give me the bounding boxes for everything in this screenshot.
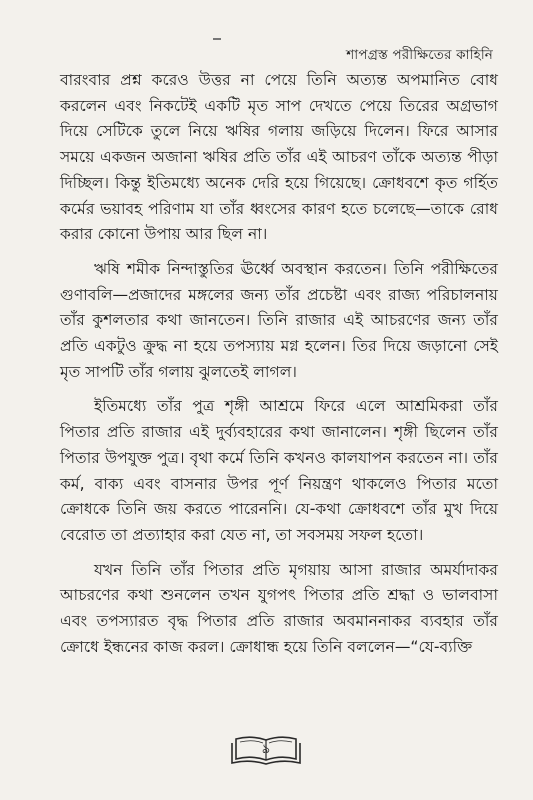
paragraph: বারংবার প্রশ্ন করেও উত্তর না পেয়ে তিনি অত্যন্ত অপমানিত বোধ করলেন এবং নিকটেই একটি মৃত সাপ দেখতে পেয়ে তিরের অগ্রভাগ দিয়ে সেটিকে তুলে নিয়ে ঋষির গলায় জড়িয়ে দিলেন। ফিরে আসার সময়ে একজন অজানা ঋষির প্রতি তাঁর এই আচরণ তাঁকে অত্যন্ত পীড়া দিচ্ছিল। কিন্তু ইতিমধ্যে অনেক দেরি হয়ে গিয়েছে। ক্রোধবশে কৃত গর্হিত কর্মের ভয়াবহ পরিণাম যা তাঁর ধ্বংসের কারণ হতে চলেছে—তাকে রোধ করার কোনো উপায় আর ছিল না। — [60, 71, 498, 244]
running-header: শাপগ্রস্ত পরীক্ষিতের কাহিনি — [346, 47, 493, 63]
body-text — [60, 68, 498, 669]
paragraph: ইতিমধ্যে তাঁর পুত্র শৃঙ্গী আশ্রমে ফিরে এলে আশ্রমিকরা তাঁর পিতার প্রতি রাজার এই দুর্ব্যবহারের কথা জানালেন। শৃঙ্গী ছিলেন তাঁর পিতার উপযুক্ত পুত্র। বৃথা কর্মে তিনি কখনও কালযাপন করতেন না। তাঁর কর্ম, বাক্য এবং বাসনার উপর পূর্ণ নিয়ন্ত্রণ থাকলেও পিতার মতো ক্রোধকে তিনি জয় করতে পারেননি। যে-কথা ক্রোধবশে তাঁর মুখ দিয়ে বেরোত তা প্রত্যাহার করা যেত না, তা সবসময় সফল হতো। — [60, 397, 498, 544]
paragraph: ঋষি শমীক নিন্দাস্তুতির ঊর্ধ্বে অবস্থান করতেন। তিনি পরীক্ষিতের গুণাবলি—প্রজাদের মঙ্গলের জন্য তাঁর প্রচেষ্টা এবং রাজ্য পরিচালনায় তাঁর কুশলতার কথা জানতেন। তিনি রাজার এই আচরণের জন্য তাঁর প্রতি একটুও ক্রুদ্ধ না হয়ে তপস্যায় মগ্ন হলেন। তির দিয়ে জড়ানো সেই মৃত সাপটি তাঁর গলায় ঝুলতেই লাগল। — [60, 259, 498, 381]
page-number: ৯ — [261, 742, 271, 757]
paragraph: যখন তিনি তাঁর পিতার প্রতি মৃগয়ায় আসা রাজার অমর্যাদাকর আচরণের কথা শুনলেন তখন যুগপৎ পিতার প্রতি শ্রদ্ধা ও ভালবাসা এবং তপস্যারত বৃদ্ধ পিতার প্রতি রাজার অবমাননাকর ব্যবহার তাঁর ক্রোধে ইন্ধনের কাজ করল। ক্রোধান্ধ হয়ে তিনি বললেন—“যে-ব্যক্তি — [60, 560, 498, 656]
page-number-ornament — [226, 733, 306, 767]
top-mark — [213, 38, 221, 40]
